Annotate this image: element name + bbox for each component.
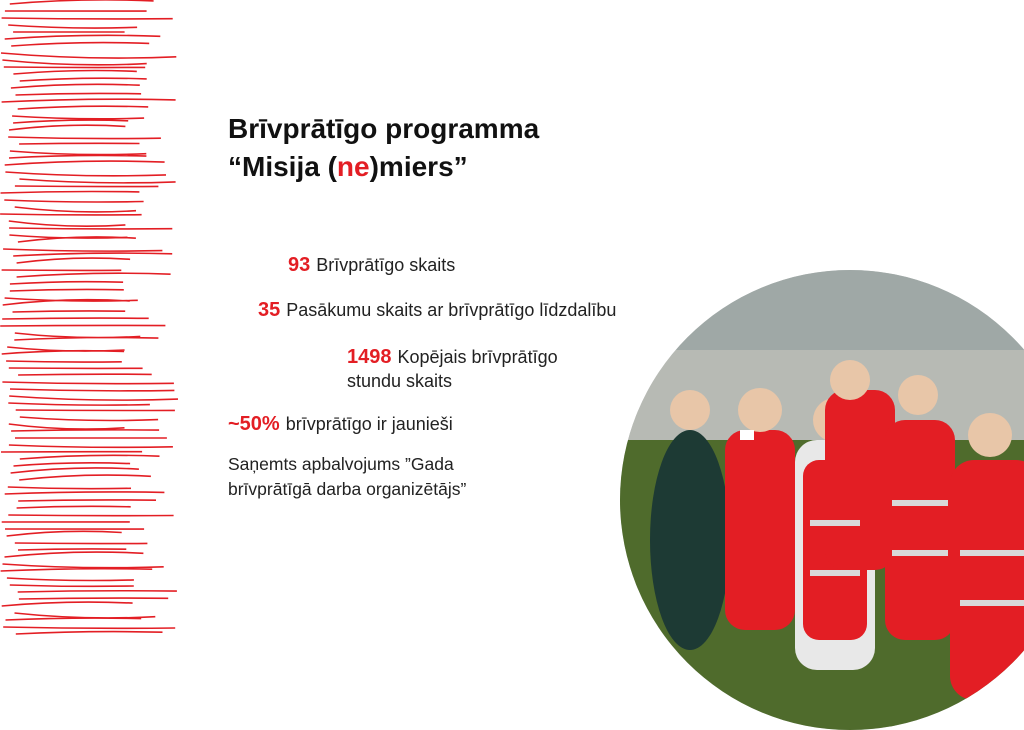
page-title <box>228 110 539 186</box>
stat-label: brīvprātīgo ir jaunieši <box>285 414 453 434</box>
volunteers-photo <box>620 270 1024 730</box>
title-accent: ne <box>336 151 370 182</box>
stat-number: ~50% <box>228 413 280 435</box>
stat-hours <box>347 345 607 393</box>
stat-number: 93 <box>288 254 311 276</box>
stat-number: 1498 <box>347 346 392 368</box>
title-line-2: “Misija (ne)miers” <box>228 151 468 182</box>
red-scribble-decoration <box>0 0 190 640</box>
stat-label: Pasākumu skaits ar brīvprātīgo līdzdalību <box>286 300 617 320</box>
stat-label: Kopējais brīvprātīgo <box>397 347 558 367</box>
stat-label-2: stundu skaits <box>347 371 453 391</box>
scribble-strokes <box>0 0 178 634</box>
title-line-1: Brīvprātīgo programma <box>228 113 540 144</box>
stat-label: Brīvprātīgo skaits <box>316 255 456 275</box>
award-text: Saņemts apbalvojums ”Gada brīvprātīgā darba organizētājs” <box>228 454 467 499</box>
stat-youth <box>228 412 453 436</box>
stat-events <box>258 298 616 322</box>
stat-number: 35 <box>258 299 281 321</box>
stat-volunteers <box>288 253 455 277</box>
